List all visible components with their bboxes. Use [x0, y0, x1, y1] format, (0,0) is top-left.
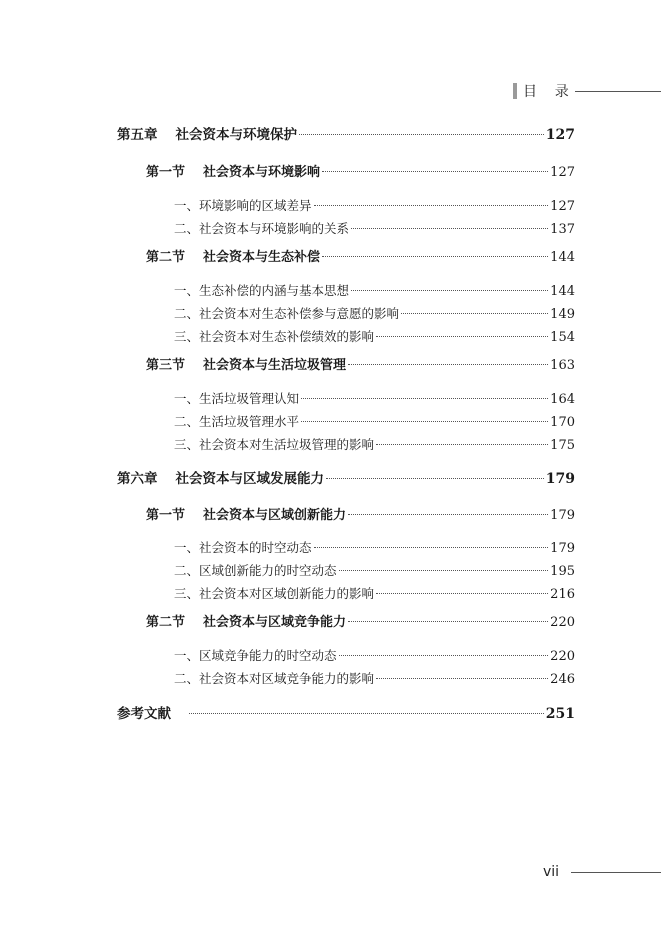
dot-leader	[339, 570, 549, 571]
toc-entry-prefix: 第五章	[117, 127, 158, 143]
toc-entry-page: 246	[550, 672, 575, 687]
toc-entry-page: 179	[550, 508, 575, 523]
toc-entry-label	[174, 538, 312, 558]
toc-entry-title: 一、生态补偿的内涵与基本思想	[174, 283, 350, 298]
toc-entry-item[interactable]	[174, 669, 575, 690]
dot-leader	[322, 171, 548, 172]
toc-entry-item[interactable]	[174, 304, 575, 325]
dot-leader	[314, 547, 549, 548]
header-rule	[575, 91, 661, 92]
toc-entry-title: 社会资本与环境影响	[203, 165, 321, 180]
dot-leader	[401, 313, 548, 314]
toc-entry-page: 127	[550, 199, 575, 214]
toc-entry-item[interactable]	[174, 219, 575, 240]
toc-entry-title: 参考文献	[117, 706, 171, 722]
toc-entry-item[interactable]	[174, 327, 575, 348]
dot-leader	[314, 205, 549, 206]
toc-entry-title: 二、社会资本与环境影响的关系	[174, 221, 350, 236]
dot-leader	[348, 514, 548, 515]
dot-leader	[348, 621, 548, 622]
toc-entry-title: 三、社会资本对生态补偿绩效的影响	[174, 329, 375, 344]
dot-leader	[376, 678, 548, 679]
toc-entry-section[interactable]	[146, 248, 575, 268]
toc-entry-label	[146, 356, 346, 376]
toc-entry-page: 179	[545, 471, 575, 487]
toc-entry-label	[146, 248, 320, 268]
toc-entry-page: 137	[550, 222, 575, 237]
toc-entry-title: 社会资本与区域竞争能力	[203, 615, 347, 630]
header-title: 目 录	[523, 84, 569, 100]
toc-entry-item[interactable]	[174, 281, 575, 302]
toc-entry-title: 社会资本与生活垃圾管理	[203, 358, 347, 373]
toc-entry-section[interactable]	[146, 506, 575, 526]
toc-entry-prefix: 第一节	[146, 165, 186, 180]
toc-entry-page: 175	[550, 438, 575, 453]
dot-leader	[326, 478, 544, 479]
toc-entry-label	[174, 281, 349, 301]
dot-leader	[301, 398, 548, 399]
toc-entry-prefix: 第二节	[146, 615, 186, 630]
toc-entry-page: 154	[550, 330, 575, 345]
toc-entry-item[interactable]	[174, 538, 575, 559]
toc-entry-title: 三、社会资本对生活垃圾管理的影响	[174, 437, 375, 452]
toc-entry-section[interactable]	[146, 163, 575, 183]
toc-entry-item[interactable]	[174, 646, 575, 667]
toc-entry-title: 一、环境影响的区域差异	[174, 198, 312, 213]
toc-entry-item[interactable]	[174, 584, 575, 605]
toc-entry-label	[174, 669, 374, 689]
page-number: vii	[543, 864, 560, 880]
header-bar-mark	[513, 83, 517, 99]
toc-entry-item[interactable]	[174, 196, 575, 217]
toc-entry-title: 一、区域竞争能力的时空动态	[174, 648, 337, 663]
toc-entry-page: 127	[550, 165, 575, 180]
toc-entry-page: 144	[550, 250, 575, 265]
dot-leader	[348, 364, 548, 365]
footer-rule	[571, 872, 661, 873]
toc-entry-section[interactable]	[146, 613, 575, 633]
dot-leader	[339, 655, 549, 656]
toc-entry-prefix: 第二节	[146, 250, 186, 265]
toc-entry-label	[174, 196, 312, 216]
toc-entry-chapter[interactable]	[117, 125, 575, 145]
toc-entry-page: 179	[550, 541, 575, 556]
toc-entry-prefix: 第一节	[146, 508, 186, 523]
toc-entry-prefix: 第六章	[117, 471, 158, 487]
toc-entry-label	[174, 219, 349, 239]
dot-leader	[299, 134, 544, 135]
toc-entry-label	[174, 584, 374, 604]
toc-entry-page: 220	[550, 649, 575, 664]
toc-entry-page: 216	[550, 587, 575, 602]
toc-entry-section[interactable]	[146, 356, 575, 376]
toc-entry-title: 二、社会资本对生态补偿参与意愿的影响	[174, 306, 400, 321]
toc-entry-label	[174, 561, 337, 581]
toc-entry-prefix: 第三节	[146, 358, 186, 373]
toc-entry-title: 二、区域创新能力的时空动态	[174, 563, 337, 578]
toc-entry-page: 127	[545, 127, 575, 143]
toc-entry-label	[117, 469, 324, 489]
toc-entry-page: 144	[550, 284, 575, 299]
toc-entry-label	[174, 646, 337, 666]
toc-entry-label	[174, 327, 374, 347]
toc-entry-title: 社会资本与区域发展能力	[175, 471, 324, 487]
toc-entry-label	[146, 613, 346, 633]
toc-entry-chapter[interactable]	[117, 704, 575, 724]
page-footer	[543, 863, 661, 881]
toc-entry-label	[117, 125, 297, 145]
dot-leader	[322, 256, 548, 257]
dot-leader	[351, 290, 548, 291]
toc-entry-title: 社会资本与生态补偿	[203, 250, 321, 265]
toc-entry-item[interactable]	[174, 561, 575, 582]
toc-entry-label	[146, 163, 320, 183]
toc-entry-label	[174, 435, 374, 455]
dot-leader	[376, 593, 548, 594]
toc-entry-item[interactable]	[174, 435, 575, 456]
running-header	[513, 80, 661, 102]
toc-entry-item[interactable]	[174, 389, 575, 410]
toc-entry-title: 二、生活垃圾管理水平	[174, 414, 300, 429]
toc-entry-label	[117, 704, 171, 724]
toc-entry-title: 社会资本与环境保护	[175, 127, 297, 143]
toc-entry-page: 164	[550, 392, 575, 407]
toc-entry-label	[174, 304, 399, 324]
dot-leader	[351, 228, 548, 229]
toc-entry-label	[174, 412, 299, 432]
toc-entry-page: 170	[550, 415, 575, 430]
toc-entry-page: 251	[545, 706, 575, 722]
dot-leader	[189, 713, 544, 714]
toc-entry-page: 195	[550, 564, 575, 579]
toc-entry-label	[146, 506, 346, 526]
toc-entry-title: 二、社会资本对区域竞争能力的影响	[174, 671, 375, 686]
toc-entry-title: 一、社会资本的时空动态	[174, 540, 312, 555]
toc-entry-title: 社会资本与区域创新能力	[203, 508, 347, 523]
dot-leader	[301, 421, 548, 422]
toc-entry-page: 163	[550, 358, 575, 373]
toc-entry-title: 一、生活垃圾管理认知	[174, 391, 300, 406]
toc-entry-page: 149	[550, 307, 575, 322]
dot-leader	[376, 336, 548, 337]
toc-entry-label	[174, 389, 299, 409]
toc-entry-chapter[interactable]	[117, 469, 575, 489]
dot-leader	[376, 444, 548, 445]
toc-entry-title: 三、社会资本对区域创新能力的影响	[174, 586, 375, 601]
toc-entry-item[interactable]	[174, 412, 575, 433]
toc-entry-page: 220	[550, 615, 575, 630]
